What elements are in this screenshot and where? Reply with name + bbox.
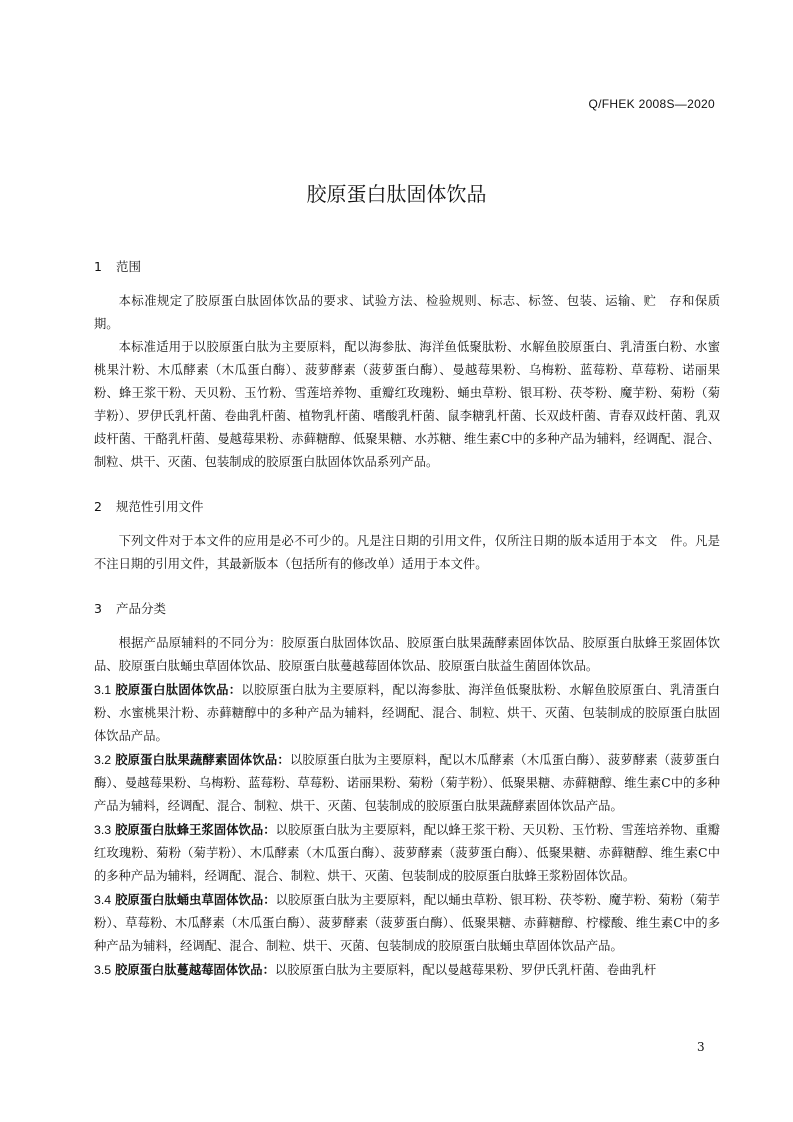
clause-number: 3.5 <box>94 963 112 977</box>
clause-3-3 <box>94 818 720 888</box>
section-number: 3 <box>94 601 102 616</box>
document-title: 胶原蛋白肽固体饮品 <box>306 182 487 206</box>
clause-3-1 <box>94 678 720 748</box>
section-number: 1 <box>94 259 102 274</box>
clause-text: 以胶原蛋白肽为主要原料，配以木瓜酵素（木瓜蛋白酶）、菠萝酵素（菠萝蛋白酶）、曼越莓果粉、乌梅粉、蓝莓粉、草莓粉、诺丽果粉、菊粉（菊芋粉）、低聚果糖、赤藓糖醇、维生素C中的多种产品为辅料，经调配、混合、制粒、烘干、灭菌、包装制成的胶原蛋白肽果蔬酵素固体饮品产品。 <box>94 753 720 813</box>
clause-name: 胶原蛋白肽蜂王浆固体饮品： <box>115 822 276 837</box>
clause-3-5 <box>94 958 720 982</box>
clause-3-4 <box>94 888 720 958</box>
clause-number: 3.2 <box>94 753 112 767</box>
document-body <box>94 255 720 982</box>
section-1-paragraph-1: 本标准规定了胶原蛋白肽固体饮品的要求、试验方法、检验规则、标志、标签、包装、运输、贮 存和保质期。 <box>94 294 720 331</box>
clause-number: 3.1 <box>94 683 112 697</box>
page-number: 3 <box>697 1040 705 1054</box>
clause-name: 胶原蛋白肽蛹虫草固体饮品： <box>115 892 276 907</box>
section-1-heading <box>94 255 720 278</box>
section-1-paragraph-2: 本标准适用于以胶原蛋白肽为主要原料，配以海参肽、海洋鱼低聚肽粉、水解鱼胶原蛋白、乳清蛋白粉、水蜜桃果汁粉、木瓜酵素（木瓜蛋白酶）、菠萝酵素（菠萝蛋白酶）、曼越莓果粉、乌梅粉、蓝莓粉、草莓粉、诺丽果粉、蜂王浆干粉、天贝粉、玉竹粉、雪莲培养物、重瓣红玫瑰粉、蛹虫草粉、银耳粉、茯苓粉、魔芋粉、菊粉（菊芋粉）、罗伊氏乳杆菌、卷曲乳杆菌、植物乳杆菌、嗜酸乳杆菌、鼠李糖乳杆菌、长双歧杆菌、青春双歧杆菌、乳双歧杆菌、干酪乳杆菌、曼越莓果粉、赤藓糖醇、低聚果糖、水苏糖、维生素C中的多种产品为辅料，经调配、混合、制粒、烘干、灭菌、包装制成的胶原蛋白肽固体饮品系列产品。 <box>94 340 720 469</box>
document-code: Q/FHEK 2008S—2020 <box>588 97 715 111</box>
clause-number: 3.3 <box>94 823 112 837</box>
clause-text: 以胶原蛋白肽为主要原料，配以海参肽、海洋鱼低聚肽粉、水解鱼胶原蛋白、乳清蛋白粉、水蜜桃果汁粉、赤藓糖醇中的多种产品为辅料，经调配、混合、制粒、烘干、灭菌、包装制成的胶原蛋白肽固体饮品产品。 <box>94 683 720 743</box>
clause-text: 以胶原蛋白肽为主要原料，配以蛹虫草粉、银耳粉、茯苓粉、魔芋粉、菊粉（菊芋粉）、草莓粉、木瓜酵素（木瓜蛋白酶）、菠萝酵素（菠萝蛋白酶）、低聚果糖、赤藓糖醇、柠檬酸、维生素C中的多种产品为辅料，经调配、混合、制粒、烘干、灭菌、包装制成的胶原蛋白肽蛹虫草固体饮品产品。 <box>94 893 720 953</box>
section-2-paragraph-1: 下列文件对于本文件的应用是必不可少的。凡是注日期的引用文件，仅所注日期的版本适用于本文 件。凡是不注日期的引用文件，其最新版本（包括所有的修改单）适用于本文件。 <box>94 534 720 571</box>
clause-name: 胶原蛋白肽果蔬酵素固体饮品： <box>115 752 290 767</box>
clause-name: 胶原蛋白肽蔓越莓固体饮品： <box>115 962 275 977</box>
section-2-heading <box>94 495 720 518</box>
section-3-heading <box>94 597 720 620</box>
section-title: 范围 <box>116 259 142 274</box>
clause-text: 以胶原蛋白肽为主要原料，配以曼越莓果粉、罗伊氏乳杆菌、卷曲乳杆 <box>274 963 657 977</box>
section-number: 2 <box>94 499 102 514</box>
section-3-paragraph-1: 根据产品原辅料的不同分为：胶原蛋白肽固体饮品、胶原蛋白肽果蔬酵素固体饮品、胶原蛋白肽蜂王浆固体饮品、胶原蛋白肽蛹虫草固体饮品、胶原蛋白肽蔓越莓固体饮品、胶原蛋白肽益生菌固体饮品。 <box>94 636 720 673</box>
clause-name: 胶原蛋白肽固体饮品： <box>115 682 242 697</box>
section-title: 规范性引用文件 <box>116 499 204 514</box>
clause-text: 以胶原蛋白肽为主要原料，配以蜂王浆干粉、天贝粉、玉竹粉、雪莲培养物、重瓣红玫瑰粉、菊粉（菊芋粉）、木瓜酵素（木瓜蛋白酶）、菠萝酵素（菠萝蛋白酶）、低聚果糖、赤藓糖醇、维生素C中的多种产品为辅料，经调配、混合、制粒、烘干、灭菌、包装制成的胶原蛋白肽蜂王浆粉固体饮品。 <box>94 823 720 883</box>
section-title: 产品分类 <box>116 601 167 616</box>
clause-number: 3.4 <box>94 893 112 907</box>
clause-3-2 <box>94 748 720 818</box>
